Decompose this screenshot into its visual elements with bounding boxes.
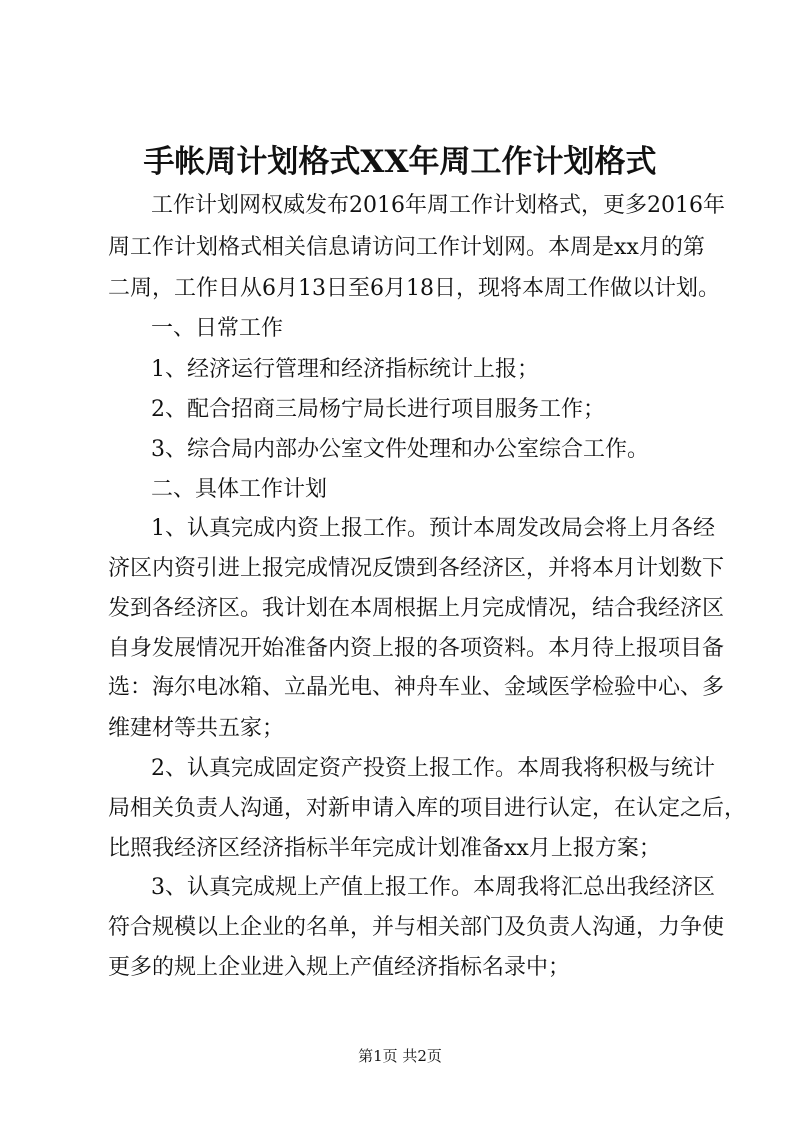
page-footer: 第1页 共2页: [358, 1047, 442, 1065]
section-heading: 一、日常工作: [151, 316, 284, 341]
paragraph-line: 选：海尔电冰箱、立晶光电、神舟车业、金域医学检验中心、多: [108, 675, 725, 700]
paragraph-line: 比照我经济区经济指标半年完成计划准备xx月上报方案；: [108, 836, 661, 861]
paragraph-line: 更多的规上企业进入规上产值经济指标名录中；: [108, 955, 571, 980]
paragraph-line: 二周，工作日从6月13日至6月18日，现将本周工作做以计划。: [108, 276, 720, 301]
list-item: 2、配合招商三局杨宁局长进行项目服务工作；: [151, 397, 605, 422]
list-item: 3、综合局内部办公室文件处理和办公室综合工作。: [151, 437, 649, 462]
paragraph-line: 维建材等共五家；: [108, 716, 285, 741]
paragraph-line: 济区内资引进上报完成情况反馈到各经济区，并将本月计划数下: [108, 556, 725, 581]
list-item: 1、经济运行管理和经济指标统计上报；: [151, 357, 539, 382]
paragraph-line: 工作计划网权威发布2016年周工作计划格式，更多2016年: [151, 193, 725, 218]
paragraph-line: 2、认真完成固定资产投资上报工作。本周我将积极与统计: [151, 756, 715, 781]
paragraph-line: 局相关负责人沟通，对新申请入库的项目进行认定，在认定之后，: [108, 796, 747, 821]
paragraph-line: 自身发展情况开始准备内资上报的各项资料。本月待上报项目备: [108, 636, 725, 661]
paragraph-line: 发到各经济区。我计划在本周根据上月完成情况，结合我经济区: [108, 596, 725, 621]
document-title: 手帐周计划格式XX年周工作计划格式: [143, 144, 657, 180]
paragraph-line: 符合规模以上企业的名单，并与相关部门及负责人沟通，力争使: [108, 915, 725, 940]
paragraph-line: 1、认真完成内资上报工作。预计本周发改局会将上月各经: [151, 516, 715, 541]
section-heading: 二、具体工作计划: [151, 477, 328, 502]
paragraph-line: 3、认真完成规上产值上报工作。本周我将汇总出我经济区: [151, 875, 715, 900]
paragraph-line: 周工作计划格式相关信息请访问工作计划网。本周是xx月的第: [108, 235, 705, 260]
